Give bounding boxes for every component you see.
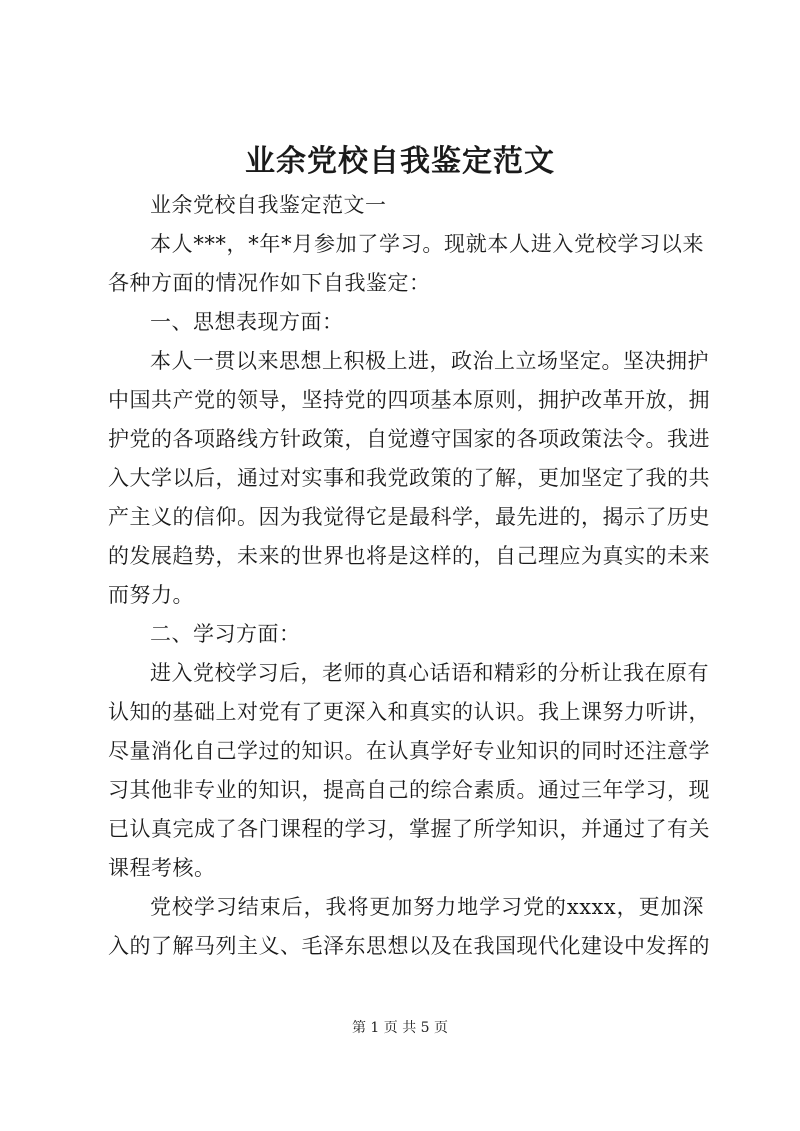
body-line: 已认真完成了各门课程的学习，掌握了所学知识，并通过了有关 [108,817,710,841]
body-line: 各种方面的情况作如下自我鉴定： [108,271,431,295]
body-line: 习其他非专业的知识，提高自己的综合素质。通过三年学习，现 [108,778,710,802]
document-title: 业余党校自我鉴定范文 [245,144,555,179]
body-line: 本人***，*年*月参加了学习。现就本人进入党校学习以来 [150,232,704,256]
body-line: 认知的基础上对党有了更深入和真实的认识。我上课努力听讲， [108,700,710,724]
body-line: 本人一贯以来思想上积极上进，政治上立场坚定。坚决拥护 [150,349,709,373]
document-body [108,186,710,966]
body-line: 二、学习方面： [150,622,301,646]
body-line: 进入党校学习后，老师的真心话语和精彩的分析让我在原有 [150,661,709,685]
body-line: 产主义的信仰。因为我觉得它是最科学，最先进的，揭示了历史 [108,505,710,529]
body-line: 入的了解马列主义、毛泽东思想以及在我国现代化建设中发挥的 [108,934,710,958]
body-line: 入大学以后，通过对实事和我党政策的了解，更加坚定了我的共 [108,466,710,490]
body-line: 的发展趋势，未来的世界也将是这样的，自己理应为真实的未来 [108,544,710,568]
page-footer: 第 1 页 共 5 页 [351,1020,449,1036]
body-line: 课程考核。 [108,856,216,880]
body-line: 而努力。 [108,583,194,607]
body-line: 中国共产党的领导，坚持党的四项基本原则，拥护改革开放，拥 [108,388,710,412]
body-line: 党校学习结束后，我将更加努力地学习党的xxxx，更加深 [150,895,704,919]
body-line: 一、思想表现方面： [150,310,344,334]
body-line: 护党的各项路线方针政策，自觉遵守国家的各项政策法令。我进 [108,427,710,451]
body-line: 尽量消化自己学过的知识。在认真学好专业知识的同时还注意学 [108,739,710,763]
body-line: 业余党校自我鉴定范文一 [150,193,387,217]
